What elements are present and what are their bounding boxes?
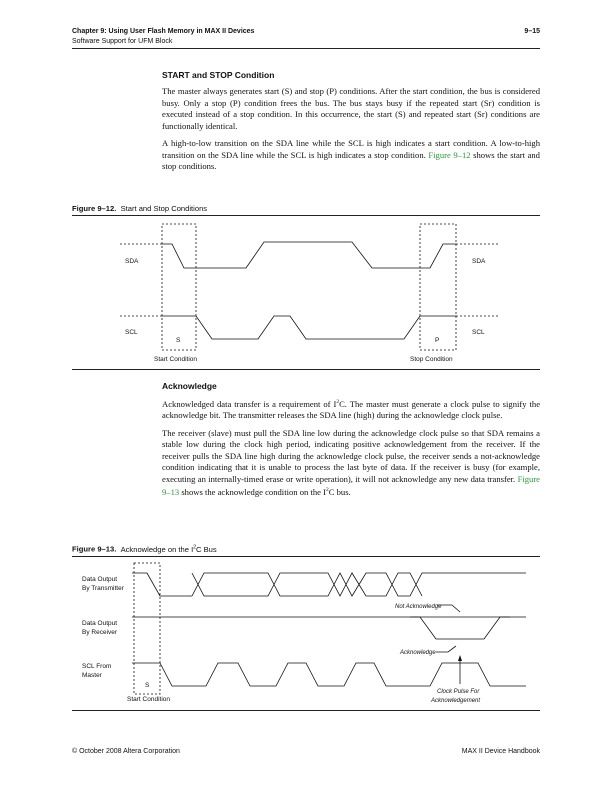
scl-master-waveform [132,663,526,686]
tx-label-1: Data Output [82,576,118,583]
figure-9-13-bottom-rule [72,710,540,711]
scl-label-left: SCL [125,329,138,336]
start-stop-heading: START and STOP Condition [162,70,275,80]
stop-condition-label: Stop Condition [410,356,453,363]
start-stop-para-1: The master always generates start (S) and stop (P) conditions. After the start condition, the bus is considered busy. Only a stop (P) condition frees the bus. The bus stays busy if the repeated start (Sr) condition is executed instead of a stop condition. In this occurrence, the start (S) and repeated start (Sr) conditions are functionally identical. [162,86,540,131]
clock-pulse-arrow [458,655,462,661]
p-marker: P [435,337,440,344]
scl-label-right: SCL [472,329,485,336]
figure-9-12-label: Figure 9–12. [72,204,117,213]
sda-label-right: SDA [472,258,486,265]
tx-label-2: By Transmitter [82,585,124,592]
rx-ack-waveform [132,617,526,639]
section-subtitle: Software Support for UFM Block [72,38,173,45]
figure-9-13-label: Figure 9–13. [72,544,117,554]
chapter-title: Chapter 9: Using User Flash Memory in MAX II Devices [72,28,255,35]
acknowledge-label: Acknowledge [400,650,436,656]
acknowledge-para-2: The receiver (slave) must pull the SDA line low during the acknowledge clock pulse so that SDA remains a stable low during the clock high period, indicating positive acknowledgement from the receiver. If the receiver pulls the SDA line high during the acknowledge clock pulse, the receiver sends a not-acknowledge condition indicating that it is unable to process the last byte of data. If the receiver is busy (for example, executing an internally-timed erase or write operation), it will not acknowledge any new data transfer. Figure 9–13 shows the acknowledge condition on the $I^2C$ bus. [162,427,540,498]
footer-copyright: © October 2008 Altera Corporation [72,748,180,755]
not-acknowledge-label: Not Acknowledge [395,604,442,610]
scl-master-label-1: SCL From [82,663,112,670]
acknowledge-para-1: Acknowledged data transfer is a requirement of $I^2C$. The master must generate a clock pulse to signify the acknowledge bit. The transmitter releases the SDA line (high) during the acknowledge clock pulse. [162,398,541,421]
fig13-s-marker: S [145,682,150,689]
acknowledge-heading: Acknowledge [162,381,217,391]
clock-pulse-label-1: Clock Pulse For [437,689,480,695]
rx-label-1: Data Output [82,620,118,627]
start-condition-label: Start Condition [154,356,197,363]
tx-start-edge [132,573,192,596]
s-marker: S [176,337,181,344]
figure-9-13-link[interactable]: Figure 9–13 [162,473,540,498]
scl-master-label-2: Master [82,672,102,679]
fig13-start-condition-label: Start Condition [127,696,170,703]
figure-9-13-title: Acknowledge on the $I^2C$ Bus [120,544,217,554]
figure-9-12-title: Start and Stop Conditions [120,204,208,213]
page-number: 9–15 [524,28,540,35]
figure-9-12-link[interactable]: Figure 9–12 [428,149,471,160]
ack-leader [436,646,456,652]
fig13-start-box [134,563,160,694]
sda-label-left: SDA [125,258,139,265]
clock-pulse-label-2: Acknowledgement [431,698,481,704]
start-stop-para-2: A high-to-low transition on the SDA line while the SCL is high indicates a start condition. A low-to-high transition on the SDA line while the SCL is high indicates a stop condition. Figure 9–12 shows the start and stop conditions. [162,138,540,171]
rx-label-2: By Receiver [82,629,118,636]
footer-handbook: MAX II Device Handbook [461,748,540,755]
